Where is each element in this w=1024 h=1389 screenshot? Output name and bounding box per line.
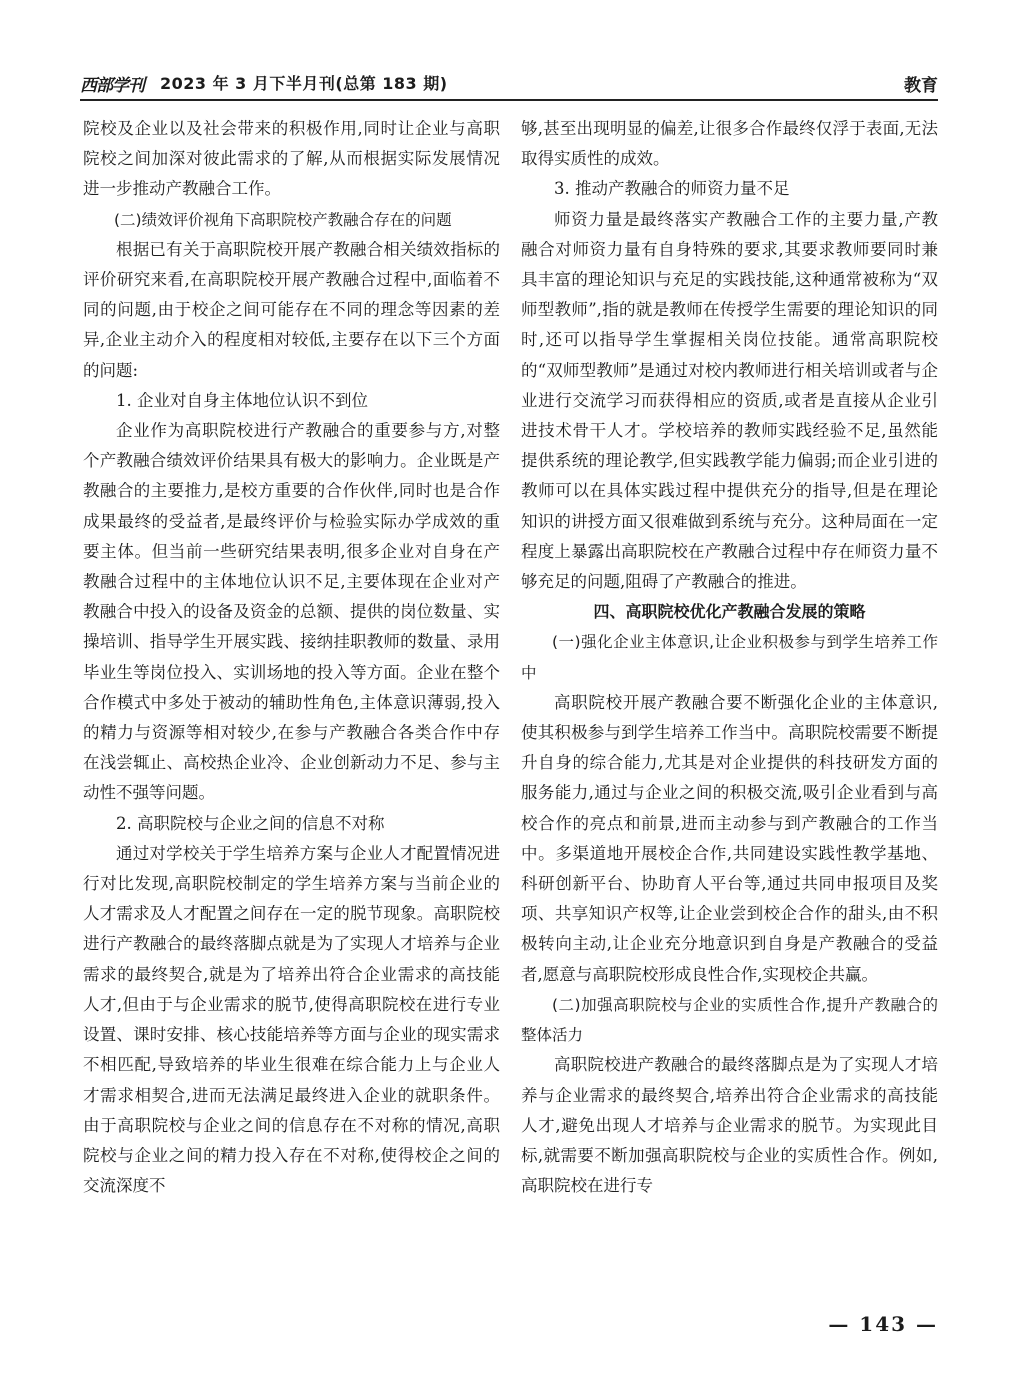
numbered-heading: 3. 推动产教融合的师资力量不足 <box>554 179 790 199</box>
paragraph: 高职院校开展产教融合要不断强化企业的主体意识,使其积极参与到学生培养工作当中。高职院校需要不断提升自身的综合能力,尤其是对企业提供的科技研发方面的服务能力,通过与企业之间的积极交流,吸引企业看到与高校合作的亮点和前景,进而主动参与到产教融合的工作当中。多渠道地开展校企合作,共同建设实践性教学基地、科研创新平台、协助育人平台等,通过共同申报项目及奖项、共享知识产权等,让企业尝到校企合作的甜头,由不积极转向主动,让企业充分地意识到自身是产教融合的受益者,愿意与高职院校形成良性合作,实现校企共赢。 <box>521 692 938 984</box>
subsection-heading: (二)加强高职院校与企业的实质性合作,提升产教融合的整体活力 <box>521 995 938 1045</box>
paragraph: 通过对学校关于学生培养方案与企业人才配置情况进行对比发现,高职院校制定的学生培养方案与当前企业的人才需求及人才配置之间存在一定的脱节现象。高职院校进行产教融合的最终落脚点就是为了实现人才培养与企业需求的最终契合,就是为了培养出符合企业需求的高技能人才,但由于与企业需求的脱节,使得高职院校在进行专业设置、课时安排、核心技能培养等方面与企业的现实需求不相匹配,导致培养的毕业生很难在综合能力上与企业人才需求相契合,进而无法满足最终进入企业的就职条件。由于高职院校与企业之间的信息存在不对称的情况,高职院校与企业之间的精力投入存在不对称,使得校企之间的交流深度不 <box>83 843 500 1196</box>
header-rule <box>80 99 938 101</box>
running-header <box>80 70 938 96</box>
issue-info: 2023 年 3 月下半月刊(总第 183 期) <box>160 74 448 93</box>
subsection-heading: (一)强化企业主体意识,让企业积极参与到学生培养工作中 <box>521 633 938 682</box>
section-heading: 四、高职院校优化产教融合发展的策略 <box>593 602 866 622</box>
paragraph: 够,甚至出现明显的偏差,让很多合作最终仅浮于表面,无法取得实质性的成效。 <box>521 119 938 169</box>
subsection-heading: (二)绩效评价视角下高职院校产教融合存在的问题 <box>114 210 452 229</box>
right-column <box>521 114 938 1201</box>
numbered-heading: 1. 企业对自身主体地位认识不到位 <box>116 390 368 410</box>
paragraph: 高职院校进产教融合的最终落脚点是为了实现人才培养与企业需求的最终契合,培养出符合企业需求的高技能人才,避免出现人才培养与企业需求的脱节。为实现此目标,就需要不断加强高职院校与企业的实质性合作。例如,高职院校在进行专 <box>521 1055 938 1196</box>
journal-logo: 西部学刊 <box>80 76 144 96</box>
paragraph: 师资力量是最终落实产教融合工作的主要力量,产教融合对师资力量有自身特殊的要求,其要求教师要同时兼具丰富的理论知识与充足的实践技能,这种通常被称为“双师型教师”,指的就是教师在传授学生需要的理论知识的同时,还可以指导学生掌握相关岗位技能。通常高职院校的“双师型教师”是通过对校内教师进行相关培训或者与企业进行交流学习而获得相应的资质,或者是直接从企业引进技术骨干人才。学校培养的教师实践经验不足,虽然能提供系统的理论教学,但实践教学能力偏弱;而企业引进的教师可以在具体实践过程中提供充分的指导,但是在理论知识的讲授方面又很难做到系统与充分。这种局面在一定程度上暴露出高职院校在产教融合过程中存在师资力量不够充足的问题,阻碍了产教融合的推进。 <box>521 209 938 592</box>
paragraph: 企业作为高职院校进行产教融合的重要参与方,对整个产教融合绩效评价结果具有极大的影响力。企业既是产教融合的主要推力,是校方重要的合作伙伴,同时也是合作成果最终的受益者,是最终评价与检验实际办学成效的重要主体。但当前一些研究结果表明,很多企业对自身在产教融合过程中的主体地位认识不足,主要体现在企业对产教融合中投入的设备及资金的总额、提供的岗位数量、实操培训、指导学生开展实践、接纳挂职教师的数量、录用毕业生等岗位投入、实训场地的投入等方面。企业在整个合作模式中多处于被动的辅助性角色,主体意识薄弱,投入的精力与资源等相对较少,在参与产教融合各类合作中存在浅尝辄止、高校热企业冷、企业创新动力不足、参与主动性不强等问题。 <box>83 421 500 803</box>
left-column <box>83 114 500 1201</box>
page-number: — 143 — <box>828 1312 938 1336</box>
paragraph: 院校及企业以及社会带来的积极作用,同时让企业与高职院校之间加深对彼此需求的了解,从而根据实际发展情况进一步推动产教融合工作。 <box>83 119 500 199</box>
numbered-heading: 2. 高职院校与企业之间的信息不对称 <box>116 813 385 833</box>
section-label: 教育 <box>904 76 938 96</box>
paragraph: 根据已有关于高职院校开展产教融合相关绩效指标的评价研究来看,在高职院校开展产教融合过程中,面临着不同的问题,由于校企之间可能存在不同的理念等因素的差异,企业主动介入的程度相对较低,主要存在以下三个方面的问题: <box>83 239 500 380</box>
